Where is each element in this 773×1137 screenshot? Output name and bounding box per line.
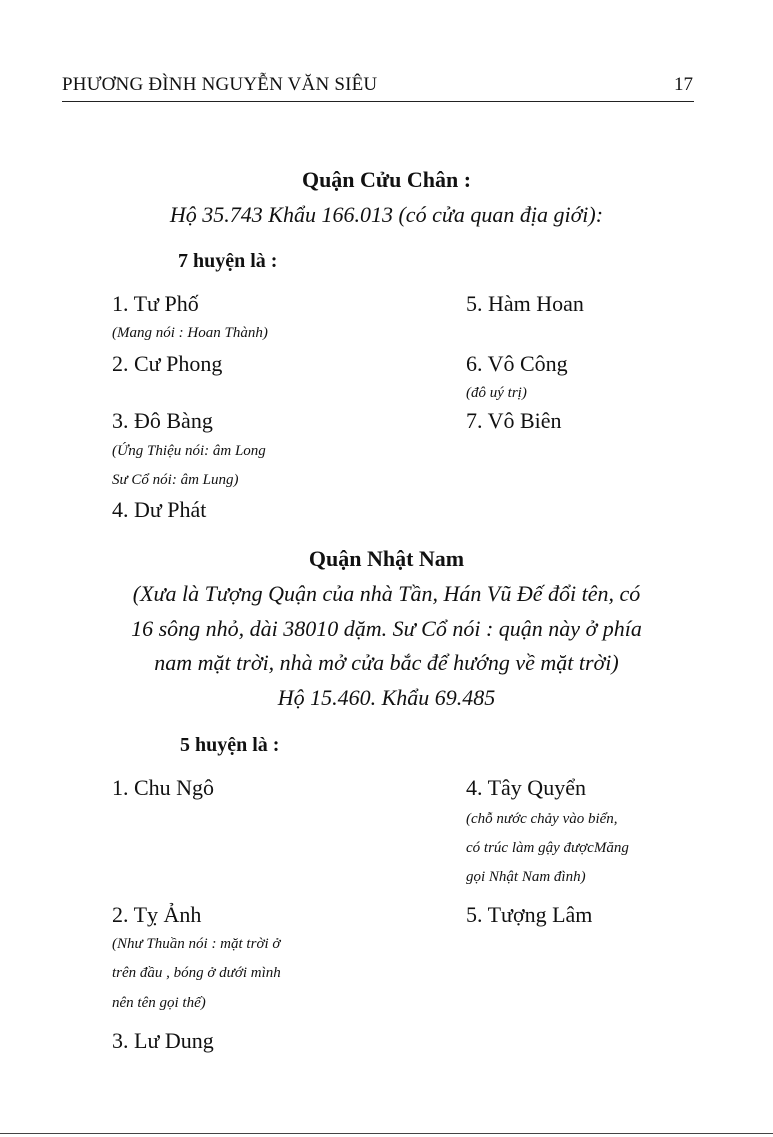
district-note: nên tên gọi thế) bbox=[112, 995, 206, 1011]
page-bottom-edge bbox=[0, 1133, 773, 1134]
district-item: 4. Dư Phát bbox=[112, 497, 207, 522]
section2-subheading: 5 huyện là : bbox=[180, 734, 280, 756]
section1-stats: Hộ 35.743 Khẩu 166.013 (có cửa quan địa giới): bbox=[169, 202, 604, 227]
district-item: 6. Vô Công bbox=[466, 351, 568, 376]
running-header-title: PHƯƠNG ĐÌNH NGUYỄN VĂN SIÊU bbox=[62, 74, 378, 95]
district-item: 7. Vô Biên bbox=[466, 408, 562, 433]
district-item: 3. Lư Dung bbox=[112, 1028, 214, 1053]
district-note: trên đầu , bóng ở dưới mình bbox=[112, 965, 281, 981]
header-rule bbox=[62, 101, 694, 102]
district-item: 2. Cư Phong bbox=[112, 351, 223, 376]
section1-subheading: 7 huyện là : bbox=[178, 250, 278, 272]
district-note: (chỗ nước chảy vào biển, bbox=[466, 811, 618, 827]
district-item: 1. Chu Ngô bbox=[112, 775, 215, 800]
district-item: 3. Đô Bàng bbox=[112, 408, 213, 433]
section2-title: Quận Nhật Nam bbox=[308, 546, 465, 571]
district-note: (Mang nói : Hoan Thành) bbox=[112, 325, 268, 341]
district-note: gọi Nhật Nam đình) bbox=[466, 869, 586, 885]
district-note: có trúc làm gậy đượcMăng bbox=[466, 840, 629, 856]
district-item: 1. Tư Phố bbox=[112, 291, 199, 316]
district-item: 4. Tây Quyển bbox=[466, 775, 586, 800]
district-note: (Như Thuần nói : mặt trời ở bbox=[112, 936, 281, 952]
page-number: 17 bbox=[674, 74, 693, 95]
section2-stats: Hộ 15.460. Khẩu 69.485 bbox=[277, 685, 496, 710]
section2-description-line: (Xưa là Tượng Quận của nhà Tần, Hán Vũ Đế đổi tên, có bbox=[132, 581, 641, 606]
section1-title: Quận Cửu Chân : bbox=[301, 167, 472, 192]
section2-description-line: 16 sông nhỏ, dài 38010 dặm. Sư Cổ nói : quận này ở phía bbox=[131, 616, 642, 641]
district-note: (đô uý trị) bbox=[466, 385, 527, 401]
district-item: 5. Tượng Lâm bbox=[466, 902, 593, 927]
section2-description-line: nam mặt trời, nhà mở cửa bắc để hướng về mặt trời) bbox=[154, 650, 619, 675]
district-item: 5. Hàm Hoan bbox=[466, 291, 584, 316]
district-note: Sư Cổ nói: âm Lung) bbox=[112, 472, 239, 488]
district-note: (Ứng Thiệu nói: âm Long bbox=[112, 443, 266, 459]
district-item: 2. Tỵ Ảnh bbox=[112, 902, 202, 927]
